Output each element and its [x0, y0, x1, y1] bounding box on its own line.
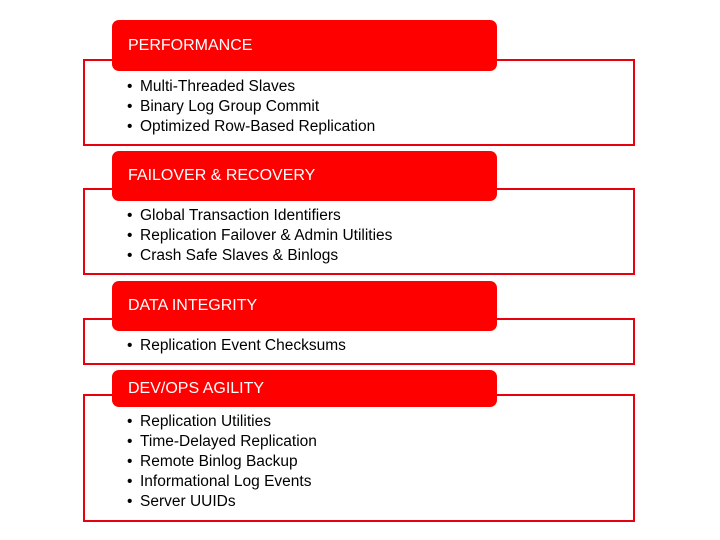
failover-list — [127, 206, 392, 266]
performance-list — [127, 77, 375, 137]
failover-header — [112, 151, 497, 201]
list-item: • Optimized Row-Based Replication — [127, 118, 376, 135]
devops-header — [112, 370, 497, 407]
list-item: • Server UUIDs — [127, 493, 236, 510]
list-item: • Binary Log Group Commit — [127, 98, 320, 115]
list-item: • Global Transaction Identifiers — [127, 207, 341, 224]
list-item: • Informational Log Events — [127, 473, 312, 490]
performance-header — [112, 20, 497, 71]
data-integrity-title: DATA INTEGRITY — [128, 297, 258, 314]
data-integrity-list — [127, 336, 346, 356]
list-item: • Replication Event Checksums — [127, 337, 346, 354]
performance-title: PERFORMANCE — [128, 36, 253, 54]
list-item: • Replication Failover & Admin Utilities — [127, 227, 393, 244]
devops-list — [127, 412, 317, 512]
list-item: • Time-Delayed Replication — [127, 433, 317, 450]
list-item: • Multi-Threaded Slaves — [127, 78, 296, 95]
failover-title: FAILOVER & RECOVERY — [128, 167, 316, 184]
list-item: • Remote Binlog Backup — [127, 453, 298, 470]
list-item: • Crash Safe Slaves & Binlogs — [127, 247, 339, 264]
data-integrity-header — [112, 281, 497, 331]
devops-title: DEV/OPS AGILITY — [128, 379, 265, 397]
list-item: • Replication Utilities — [127, 413, 271, 430]
